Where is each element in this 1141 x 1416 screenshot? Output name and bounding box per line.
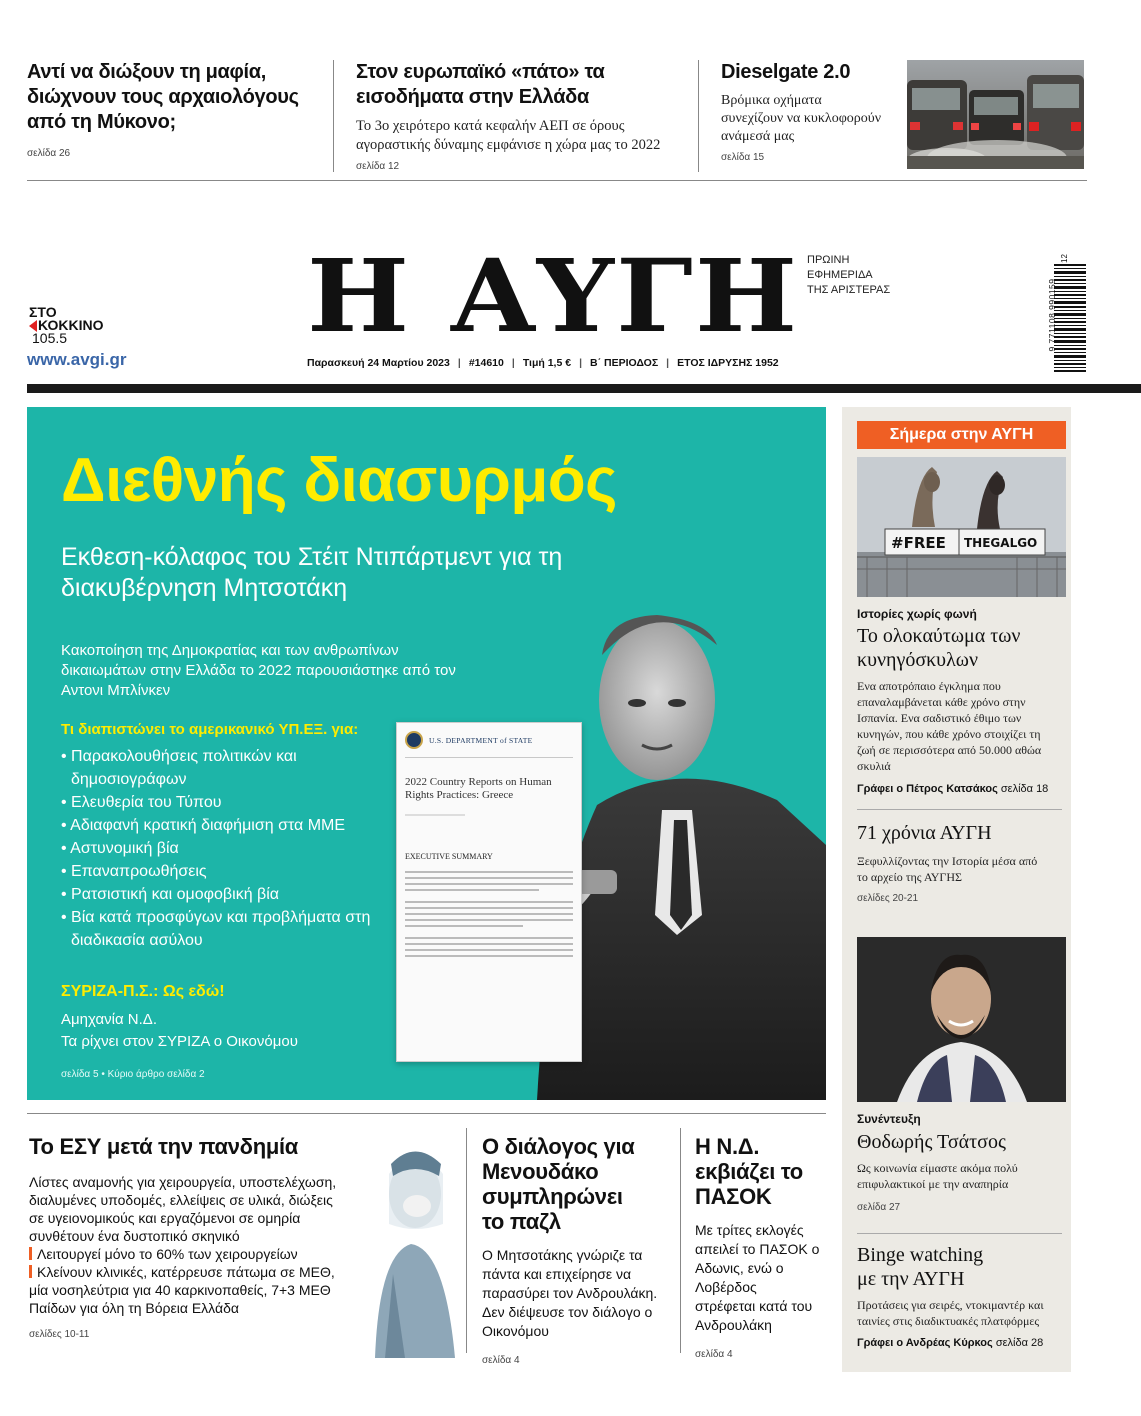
story-page: σελίδα 4 bbox=[695, 1349, 733, 1360]
radio-label-2: ΚΟΚΚΙΝΟ bbox=[38, 317, 104, 333]
syriza-line: Αμηχανία Ν.Δ. bbox=[61, 1011, 157, 1028]
item-byline bbox=[857, 783, 1062, 795]
teaser-title: Αντί να διώξουν τη μαφία, διώχνουν τους αρχαιολόγους από τη Μύκονο; bbox=[27, 61, 299, 133]
divider bbox=[857, 1233, 1062, 1234]
radio-frequency: 105.5 bbox=[32, 330, 68, 346]
lead-headline: Διεθνής διασυρμός bbox=[61, 446, 617, 515]
story-pasok[interactable] bbox=[695, 1134, 820, 1360]
teaser-title: Στον ευρωπαϊκό «πάτο» τα εισοδήματα στην Ελλάδα bbox=[356, 61, 605, 108]
point-text: Λειτουργεί μόνο το 60% των χειρουργείων bbox=[37, 1246, 298, 1262]
item-title: 71 χρόνια ΑΥΓΗ bbox=[857, 822, 992, 844]
divider bbox=[466, 1128, 467, 1353]
masthead-rule bbox=[27, 384, 1141, 393]
item-text: Ως κοινωνία είμαστε ακόμα πολύ επιφυλακτικοί με την αναπηρία bbox=[857, 1161, 1018, 1191]
syriza-text bbox=[61, 1009, 298, 1053]
traffic-photo bbox=[907, 60, 1084, 169]
divider bbox=[857, 809, 1062, 810]
sidebar-item-binge[interactable] bbox=[857, 1243, 1062, 1349]
issue-price: Τιμή 1,5 € bbox=[522, 357, 572, 369]
banner-text-1: #FREE bbox=[891, 534, 946, 552]
item-text: Προτάσεις για σειρές, ντοκιμαντέρ και ταινίες στις διαδικτυακές πλατφόρμες bbox=[857, 1298, 1044, 1328]
item-kicker: Ιστορίες χωρίς φωνή bbox=[857, 607, 977, 621]
lead-subhead: Εκθεση-κόλαφος του Στέιτ Ντιπάρτμεντ για τη διακυβέρνηση Μητσοτάκη bbox=[61, 543, 563, 602]
list-item: • Βία κατά προσφύγων και προβλήματα στη διαδικασία ασύλου bbox=[61, 909, 371, 949]
sidebar-item-interview[interactable] bbox=[857, 1112, 1062, 1213]
list-item: • Ελευθερία του Τύπου bbox=[61, 794, 222, 811]
issue-number: #14610 bbox=[468, 357, 504, 369]
teaser-incomes[interactable] bbox=[356, 60, 686, 172]
syriza-heading: ΣΥΡΙΖΑ-Π.Σ.: Ως εδώ! bbox=[61, 983, 225, 1000]
story-title: Η Ν.Δ. εκβιάζει το ΠΑΣΟΚ bbox=[695, 1134, 803, 1209]
byline-page: σελίδα 18 bbox=[1000, 783, 1049, 795]
interview-photo bbox=[857, 937, 1066, 1102]
accent-bar bbox=[29, 1247, 32, 1260]
story-title: Ο διάλογος για Μενουδάκο συμπληρώνει το παζλ bbox=[482, 1134, 635, 1234]
teaser-mafia[interactable] bbox=[27, 60, 322, 159]
sidebar bbox=[842, 407, 1071, 1372]
story-text: Λίστες αναμονής για χειρουργεία, υποστελέχωση, διαλυμένες υποδομές, ελλείψεις σε υλικά, διώξεις σε υγειονομικούς και εργαζόμενοι σε ομηρία συνθέτουν ένα δυστοπικό σκηνικό bbox=[29, 1174, 337, 1244]
masthead-info: Παρασκευή 24 Μαρτίου 2023 | #14610 | Τιμή 1,5 € | Β΄ ΠΕΡΙΟΔΟΣ | ΕΤΟΣ ΙΔΡΥΣΗΣ 1952 bbox=[307, 357, 779, 369]
lead-intro: Κακοποίηση της Δημοκρατίας και των ανθρωπίνων δικαιωμάτων στην Ελλάδα το 2022 παρουσιάστηκε από τον Αντονι Μπλίνκεν bbox=[61, 642, 456, 699]
sidebar-item-anniversary[interactable] bbox=[857, 821, 1062, 904]
top-rule bbox=[27, 180, 1087, 181]
byline-author: Γράφει ο Πέτρος Κατσάκος bbox=[857, 783, 998, 795]
story-text: Με τρίτες εκλογές απειλεί το ΠΑΣΟΚ ο Αδωνις, ενώ ο Λοβέρδος στρέφεται κατά του Ανδρουλάκη bbox=[695, 1222, 820, 1333]
teaser-page: σελίδα 26 bbox=[27, 148, 71, 159]
teaser-title: Dieselgate 2.0 bbox=[721, 61, 851, 83]
medical-worker-photo bbox=[365, 1134, 461, 1358]
tagline-line: ΠΡΩΙΝΗ bbox=[807, 254, 850, 266]
accent-bar bbox=[29, 1265, 32, 1278]
website-link[interactable]: www.avgi.gr bbox=[27, 350, 127, 369]
doc-section: EXECUTIVE SUMMARY bbox=[405, 852, 493, 861]
bottom-rule bbox=[27, 1113, 826, 1114]
item-text: Ενα αποτρόπαιο έγκλημα που επαναλαμβάνεται κάθε χρόνο στην Ισπανία. Ενα σαδιστικό έθιμο των κυνηγών, που κάθε χρόνο στοιχίζει τη ζωή σε περισσότερα από 50.000 αθώα σκυλιά bbox=[857, 679, 1042, 773]
founded-year: ΕΤΟΣ ΙΔΡΥΣΗΣ 1952 bbox=[677, 357, 779, 369]
issue-date: Παρασκευή 24 Μαρτίου 2023 bbox=[307, 357, 450, 369]
tagline-line: ΤΗΣ ΑΡΙΣΤΕΡΑΣ bbox=[807, 284, 891, 296]
teaser-text: Βρόμικα οχήματα συνεχίζουν να κυκλοφορούν ανάμεσά μας bbox=[721, 93, 882, 144]
teaser-text: Το 3ο χειρότερο κατά κεφαλήν ΑΕΠ σε όρους αγοραστικής δύναμης εμφάνισε η χώρα μας το 2022 bbox=[356, 118, 661, 153]
sidebar-item-greyhounds[interactable] bbox=[857, 607, 1062, 795]
radio-label-1: ΣΤΟ bbox=[29, 304, 57, 320]
byline-page: σελίδα 28 bbox=[995, 1337, 1044, 1349]
item-text: Ξεφυλλίζοντας την Ιστορία μέσα από το αρχείο της ΑΥΓΗΣ bbox=[857, 854, 1038, 884]
sidebar-tag: Σήμερα στην ΑΥΓΗ bbox=[857, 421, 1066, 449]
story-page: σελίδες 10-11 bbox=[29, 1329, 90, 1340]
teaser-page: σελίδα 12 bbox=[356, 161, 400, 172]
item-page: σελίδα 27 bbox=[857, 1202, 901, 1213]
issue-period: Β΄ ΠΕΡΙΟΔΟΣ bbox=[590, 357, 659, 369]
story-menoudakos[interactable] bbox=[482, 1134, 662, 1366]
divider bbox=[680, 1128, 681, 1353]
doc-title: 2022 Country Reports on Human Rights Practices: Greece bbox=[405, 776, 552, 801]
item-byline bbox=[857, 1337, 1062, 1349]
barcode bbox=[1038, 254, 1086, 376]
banner-text-2: THEGALGO bbox=[964, 536, 1038, 550]
list-item: • Ρατσιστική και ομοφοβική βία bbox=[61, 886, 280, 903]
point-text: Κλείνουν κλινικές, κατέρρευσε πάτωμα σε ΜΕΘ, μία νοσηλεύτρια για 40 καρκινοπαθείς, 7+3 ΜΕΘ Παίδων για όλη τη Βόρεια Ελλάδα bbox=[29, 1264, 335, 1316]
findings-list bbox=[61, 745, 391, 952]
doc-agency: U.S. DEPARTMENT of STATE bbox=[429, 735, 533, 745]
syriza-line: Τα ρίχνει στον ΣΥΡΙΖΑ ο Οικονόμου bbox=[61, 1033, 298, 1050]
list-item: • Επαναπροωθήσεις bbox=[61, 863, 207, 880]
radio-logo[interactable] bbox=[29, 306, 103, 345]
list-item: • Αστυνομική βία bbox=[61, 840, 179, 857]
teaser-dieselgate[interactable] bbox=[721, 60, 901, 163]
story-title: Το ΕΣΥ μετά την πανδημία bbox=[29, 1134, 299, 1159]
list-item: • Παρακολουθήσεις πολιτικών και δημοσιογράφων bbox=[61, 748, 297, 788]
greyhounds-photo bbox=[857, 457, 1066, 597]
byline-author: Γράφει ο Ανδρέας Κύρκος bbox=[857, 1337, 993, 1349]
item-title: Το ολοκαύτωμα των κυνηγόσκυλων bbox=[857, 625, 1021, 671]
state-dept-report-image bbox=[396, 722, 582, 1062]
item-kicker: Συνέντευξη bbox=[857, 1112, 921, 1126]
story-point bbox=[29, 1245, 347, 1263]
item-title: Θοδωρής Τσάτσος bbox=[857, 1131, 1006, 1153]
story-point bbox=[29, 1263, 347, 1317]
list-item: • Αδιαφανή κρατική διαφήμιση στα ΜΜΕ bbox=[61, 817, 346, 834]
barcode-issue: 12 bbox=[1059, 254, 1069, 263]
lead-page-ref: σελίδα 5 • Κύριο άρθρο σελίδα 2 bbox=[61, 1069, 205, 1080]
barcode-number: 9 771108 990159 bbox=[1047, 278, 1057, 352]
item-page: σελίδες 20-21 bbox=[857, 893, 919, 904]
story-page: σελίδα 4 bbox=[482, 1355, 520, 1366]
item-title: Binge watching με την ΑΥΓΗ bbox=[857, 1244, 984, 1290]
masthead-title: Η ΑΥΓΗ bbox=[307, 237, 800, 355]
divider bbox=[698, 60, 699, 172]
divider bbox=[333, 60, 334, 172]
teaser-page: σελίδα 15 bbox=[721, 152, 765, 163]
masthead-tagline bbox=[807, 253, 890, 298]
story-text: Ο Μητσοτάκης γνώριζε τα πάντα και επιχείρησε να παρασύρει τον Ανδρουλάκη. Δεν διέψευσε τον διάλογο ο Οικονόμου bbox=[482, 1247, 658, 1339]
lead-story[interactable] bbox=[27, 407, 826, 1100]
seal-icon bbox=[405, 731, 423, 749]
tagline-line: ΕΦΗΜΕΡΙΔΑ bbox=[807, 269, 873, 281]
findings-heading: Τι διαπιστώνει το αμερικανικό ΥΠ.ΕΞ. για: bbox=[61, 721, 359, 738]
